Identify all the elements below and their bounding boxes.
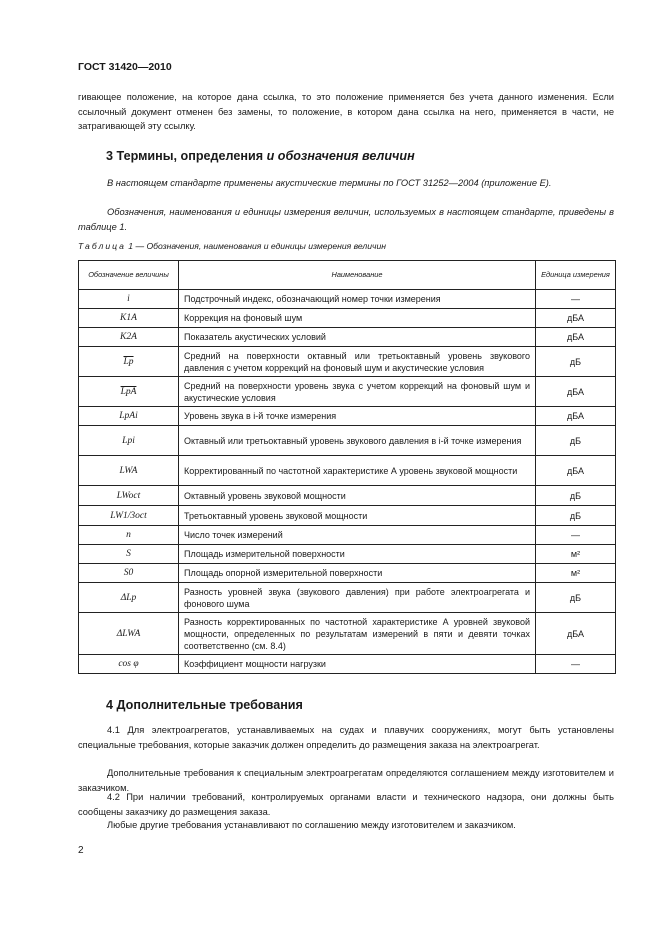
table-row <box>79 290 616 309</box>
intro-paragraph: гивающее положение, на которое дана ссылка, то это положение применяется без учета данного изменения. Если ссылочный документ отменен без замены, то положение, в котором дана ссылка на него, применяется в части, не затрагивающей эту ссылку. <box>78 92 614 131</box>
row-name: Площадь измерительной поверхности <box>179 545 536 564</box>
row-symbol: LWA <box>79 456 179 486</box>
header-name: Наименование <box>179 261 536 290</box>
row-name: Средний на поверхности уровень звука с учетом коррекций на фоновый шум и акустические условия <box>179 377 536 407</box>
table-row <box>79 426 616 456</box>
row-symbol: LpAi <box>79 407 179 426</box>
row-symbol: ΔLp <box>79 583 179 613</box>
row-unit: дБА <box>536 613 616 655</box>
table-row <box>79 583 616 613</box>
row-name: Коэффициент мощности нагрузки <box>179 655 536 674</box>
table-caption <box>78 241 386 251</box>
table-row <box>79 309 616 328</box>
row-symbol: LWoct <box>79 486 179 506</box>
row-name: Уровень звука в i-й точке измерения <box>179 407 536 426</box>
row-symbol: LW1/3oct <box>79 506 179 526</box>
section-3-heading <box>106 149 415 163</box>
section-3-title-b: и обозначения величин <box>266 149 415 163</box>
row-name: Подстрочный индекс, обозначающий номер точки измерения <box>179 290 536 309</box>
table-row <box>79 486 616 506</box>
section-4-title: Дополнительные требования <box>116 698 303 712</box>
row-name: Разность уровней звука (звукового давления) при работе электроагрегата и фонового шума <box>179 583 536 613</box>
row-unit: м² <box>536 564 616 583</box>
row-name: Октавный или третьоктавный уровень звукового давления в i-й точке измерения <box>179 426 536 456</box>
row-unit: дБ <box>536 486 616 506</box>
row-name: Показатель акустических условий <box>179 328 536 347</box>
row-name: Средний на поверхности октавный или третьоктавный уровень звукового давления с учетом коррекций на фоновый шум и акустические условия <box>179 347 536 377</box>
table-row <box>79 545 616 564</box>
row-name: Разность корректированных по частотной характеристике А уровней звуковой мощности, определенных по результатам измерений в пяти и девяти точках соответственно (см. 8.4) <box>179 613 536 655</box>
row-symbol: S <box>79 545 179 564</box>
row-unit: — <box>536 655 616 674</box>
row-unit: дБА <box>536 377 616 407</box>
row-unit: м² <box>536 545 616 564</box>
section-4-number: 4 <box>106 698 114 712</box>
section-4-paragraph-3: 4.2 При наличии требований, контролируемых органами власти и технического надзора, они должны быть сообщены заказчику до размещения заказа. <box>78 792 614 817</box>
page-number: 2 <box>78 845 84 856</box>
row-symbol: cos φ <box>79 655 179 674</box>
section-4-paragraph-2: Дополнительные требования к специальным электроагрегатам определяются соглашением между изготовителем и заказчиком. <box>78 768 614 793</box>
table-header-row <box>79 261 616 290</box>
row-name: Коррекция на фоновый шум <box>179 309 536 328</box>
row-symbol: S0 <box>79 564 179 583</box>
row-unit: дБ <box>536 583 616 613</box>
row-unit: — <box>536 290 616 309</box>
symbols-table <box>78 260 616 674</box>
row-symbol: K2A <box>79 328 179 347</box>
row-unit: дБА <box>536 407 616 426</box>
section-4-heading <box>106 698 303 712</box>
section-4-paragraph-4: Любые другие требования устанавливают по соглашению между изготовителем и заказчиком. <box>107 820 516 830</box>
row-name: Октавный уровень звуковой мощности <box>179 486 536 506</box>
row-name: Число точек измерений <box>179 526 536 545</box>
table-row <box>79 456 616 486</box>
table-row <box>79 613 616 655</box>
table-caption-label: Таблица <box>78 241 126 251</box>
row-unit: дБ <box>536 426 616 456</box>
row-unit: дБА <box>536 328 616 347</box>
row-symbol: $\overline{LpA}$ <box>79 377 179 407</box>
table-row <box>79 407 616 426</box>
row-name: Корректированный по частотной характеристике А уровень звуковой мощности <box>179 456 536 486</box>
row-symbol: Lpi <box>79 426 179 456</box>
table-caption-text: 1 — Обозначения, наименования и единицы измерения величин <box>128 241 386 251</box>
header-unit: Единица измерения <box>536 261 616 290</box>
section-3-title-a: Термины, определения <box>116 149 264 163</box>
row-unit: дБА <box>536 456 616 486</box>
row-symbol: K1A <box>79 309 179 328</box>
section-3-paragraph-1: В настоящем стандарте применены акустические термины по ГОСТ 31252—2004 (приложение Е). <box>107 178 552 188</box>
row-symbol: ΔLWA <box>79 613 179 655</box>
row-name: Третьоктавный уровень звуковой мощности <box>179 506 536 526</box>
section-4-paragraph-1: 4.1 Для электроагрегатов, устанавливаемых на судах и плавучих сооружениях, могут быть установлены специальные требования, которые заказчик должен определить до размещения заказа на электроагрегат. <box>78 725 614 750</box>
table-row <box>79 328 616 347</box>
header-symbol: Обозначение величины <box>79 261 179 290</box>
table-row <box>79 564 616 583</box>
table-row <box>79 655 616 674</box>
row-unit: дБ <box>536 347 616 377</box>
row-unit: дБА <box>536 309 616 328</box>
row-symbol: $\overline{Lp}$ <box>79 347 179 377</box>
table-row <box>79 506 616 526</box>
row-symbol: i <box>79 290 179 309</box>
section-3-number: 3 <box>106 149 114 163</box>
table-row <box>79 526 616 545</box>
row-unit: — <box>536 526 616 545</box>
document-header: ГОСТ 31420—2010 <box>78 61 172 73</box>
table-row <box>79 347 616 377</box>
section-3-paragraph-2: Обозначения, наименования и единицы измерения величин, используемых в настоящем стандарте, приведены в таблице 1. <box>78 207 614 232</box>
row-name: Площадь опорной измерительной поверхности <box>179 564 536 583</box>
row-symbol: n <box>79 526 179 545</box>
table-row <box>79 377 616 407</box>
row-unit: дБ <box>536 506 616 526</box>
